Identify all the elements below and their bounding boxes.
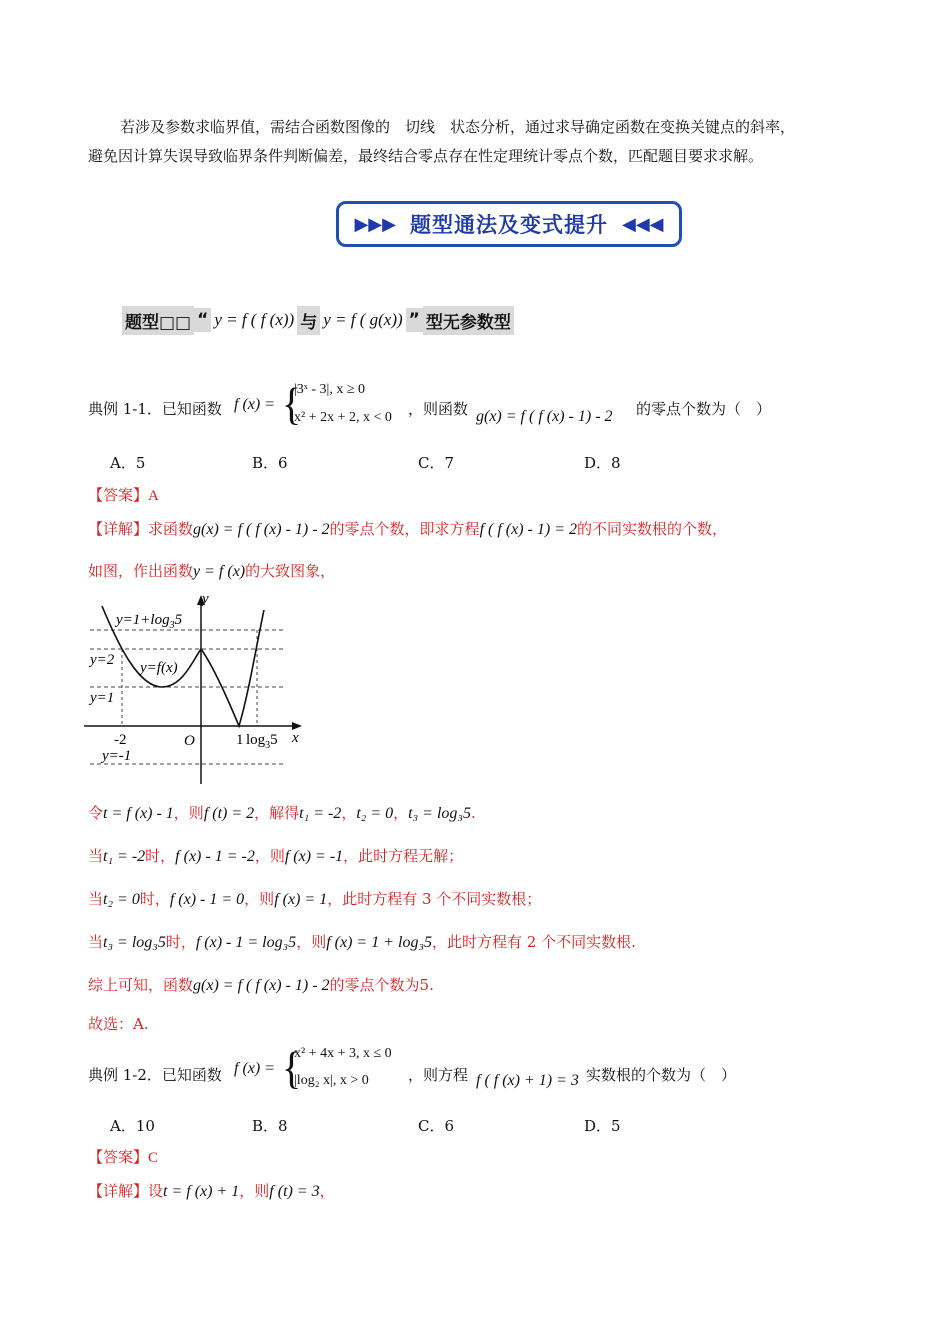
ex1-s1e: ，解得: [254, 804, 300, 822]
ex1-s1h: t₂ = 0: [356, 805, 394, 822]
banner-title: 题型通法及变式提升: [410, 213, 608, 237]
ex1-d2a: 如图，作出函数: [88, 562, 194, 580]
section-banner: [336, 201, 682, 247]
ex1-option-d: D．8: [584, 454, 621, 472]
ex1-s3c: 时，: [139, 890, 170, 908]
ex1-s3a: 当: [88, 890, 104, 908]
ex1-step-1: [88, 802, 476, 823]
ex1-s1f: t₁ = -2: [299, 805, 342, 822]
ex2-case-2: |log₂ x|, x > 0: [294, 1073, 369, 1088]
ex2-option-c: C．6: [418, 1117, 455, 1135]
ex2-d1e: ，: [319, 1182, 335, 1200]
ex1-d1e: 的不同实数根的个数，: [577, 520, 728, 538]
ex1-s1k: .: [470, 804, 476, 822]
section-math-1: y = f ( f (x)): [214, 310, 295, 329]
ex1-s5a: 综上可知，函数: [88, 976, 194, 994]
section-math-2: y = f ( g(x)): [323, 310, 403, 329]
ex2-tail: 实数根的个数为（ ）: [586, 1066, 737, 1084]
section-label: 题型□□: [122, 306, 194, 335]
ex1-option-b: B．6: [252, 454, 288, 472]
function-graph: [84, 592, 308, 784]
ex1-s3f: f (x) = 1: [274, 891, 328, 908]
ex1-s4g: ，此时方程有 2 个不同实数根.: [432, 933, 636, 951]
ex1-d1c: 的零点个数，即求方程: [329, 520, 480, 538]
ex2-d1a: 设: [148, 1182, 164, 1200]
right-arrows-icon: ◀◀◀: [622, 213, 664, 235]
origin-label: O: [184, 733, 195, 749]
section-heading: [122, 305, 514, 335]
ex1-step-5: [88, 974, 434, 995]
ex1-s1a: 令: [88, 804, 104, 822]
ex1-case-1: |3ˣ - 3|, x ≥ 0: [294, 382, 365, 397]
ex2-option-d: D．5: [584, 1117, 621, 1135]
ex1-s2a: 当: [88, 847, 104, 865]
ex1-s3e: ，则: [244, 890, 275, 908]
ex2-answer-value: C: [148, 1150, 159, 1166]
section-quote-open: “: [194, 308, 211, 332]
ex2-brace: {: [282, 1041, 302, 1094]
label-y-fx: y=f(x): [140, 660, 178, 676]
ex1-s1b: t = f (x) - 1: [103, 805, 174, 822]
tick-1: 1: [236, 732, 244, 748]
tick-log3-5: $\log_35$: [246, 732, 278, 751]
ex1-step-2: [88, 845, 463, 866]
ex2-detail-line-1: [88, 1180, 335, 1201]
label-y-m1: y=-1: [102, 748, 132, 764]
ex1-step-3: [88, 888, 541, 909]
ex1-s5b: g(x) = f ( f (x) - 1) - 2: [193, 977, 330, 994]
ex1-s1d: f (t) = 2: [203, 805, 255, 822]
ex1-s4c: 时，: [165, 933, 196, 951]
ex2-answer-tag: 【答案】: [88, 1148, 149, 1166]
ex1-detail-line-1: [88, 518, 727, 539]
label-y-2: y=2: [90, 652, 115, 668]
ex2-case-1: x² + 4x + 3, x ≤ 0: [294, 1046, 392, 1061]
ex1-s3b: t₂ = 0: [103, 891, 140, 908]
ex2-lead: 典例 1-2．已知函数: [88, 1066, 222, 1084]
ex1-s2f: f (x) = -1: [284, 848, 344, 865]
ex2-eq: f ( f (x) + 1) = 3: [476, 1072, 579, 1089]
intro-line-1: 若涉及参数求临界值，需结合函数图像的 切线 状态分析，通过求导确定函数在变换关键点的斜率，: [120, 118, 796, 136]
section-tail: 型无参数型: [423, 306, 514, 335]
ex1-s4f: f (x) = 1 + log₃5: [326, 934, 433, 951]
ex1-s1g: ，: [341, 804, 357, 822]
ex1-brace: {: [282, 377, 302, 430]
ex2-detail-tag: 【详解】: [88, 1182, 149, 1200]
ex1-answer-value: A: [148, 488, 159, 504]
tick-m2: -2: [114, 732, 127, 748]
ex2-d1c: ，则: [239, 1182, 270, 1200]
ex2-fx: f (x) =: [234, 1060, 275, 1077]
intro-line-2: 避免因计算失误导致临界条件判断偏差，最终结合零点存在性定理统计零点个数，匹配题目要求求解。: [88, 147, 764, 165]
ex1-s1i: ，: [393, 804, 409, 822]
ex1-s5c: 的零点个数为5.: [329, 976, 434, 994]
ex1-option-a: A．5: [110, 454, 146, 472]
ex1-s4d: f (x) - 1 = log₃5: [195, 934, 297, 951]
x-axis-arrow-icon: [292, 722, 302, 730]
ex1-answer: [88, 484, 159, 505]
ex1-d1a: 求函数: [148, 520, 194, 538]
ex2-d1b: t = f (x) + 1: [163, 1183, 240, 1200]
ex1-tail: 的零点个数为（ ）: [636, 400, 772, 418]
ex1-step-4: [88, 931, 636, 952]
ex1-answer-tag: 【答案】: [88, 486, 149, 504]
ex1-s2e: ，则: [254, 847, 285, 865]
ex1-d2c: 的大致图象，: [245, 562, 336, 580]
ex1-s3d: f (x) - 1 = 0: [169, 891, 245, 908]
x-axis-label: x: [292, 730, 299, 746]
ex1-s2d: f (x) - 1 = -2: [175, 848, 255, 865]
ex1-s3g: ，此时方程有 3 个不同实数根；: [327, 890, 542, 908]
ex1-s1c: ，则: [173, 804, 204, 822]
label-y-1plog: $y=1+\log_35$: [116, 612, 183, 631]
ex1-s4b: t₃ = log₃5: [103, 934, 166, 951]
ex1-g: g(x) = f ( f (x) - 1) - 2: [476, 408, 613, 425]
left-arrows-icon: ▶▶▶: [354, 213, 396, 235]
ex1-detail-line-2: [88, 560, 335, 581]
label-y-1: y=1: [90, 690, 115, 706]
ex1-d1d: f ( f (x) - 1) = 2: [479, 521, 577, 538]
ex1-fx: f (x) =: [234, 396, 275, 413]
ex1-lead: 典例 1-1．已知函数: [88, 400, 222, 418]
ex1-s2g: ，此时方程无解；: [343, 847, 464, 865]
ex1-s1j: t₃ = log₃5: [408, 805, 471, 822]
section-mid: 与: [297, 306, 320, 335]
ex1-mid: ，则函数: [408, 400, 469, 418]
y-axis-label: y: [202, 592, 209, 607]
ex2-mid: ，则方程: [408, 1066, 469, 1084]
ex1-conclusion: 故选：A.: [88, 1015, 149, 1033]
ex1-s4a: 当: [88, 933, 104, 951]
ex2-option-b: B．8: [252, 1117, 288, 1135]
ex2-answer: [88, 1146, 158, 1167]
section-quote-close: ”: [406, 308, 423, 332]
ex1-option-c: C．7: [418, 454, 455, 472]
ex1-s2b: t₁ = -2: [103, 848, 146, 865]
ex1-s2c: 时，: [145, 847, 176, 865]
ex1-case-2: x² + 2x + 2, x < 0: [294, 410, 392, 425]
ex1-detail-tag: 【详解】: [88, 520, 149, 538]
ex2-option-a: A．10: [110, 1117, 155, 1135]
ex1-d2b: y = f (x): [193, 563, 246, 580]
ex2-d1d: f (t) = 3: [269, 1183, 320, 1200]
ex1-d1b: g(x) = f ( f (x) - 1) - 2: [193, 521, 330, 538]
ex1-s4e: ，则: [296, 933, 327, 951]
